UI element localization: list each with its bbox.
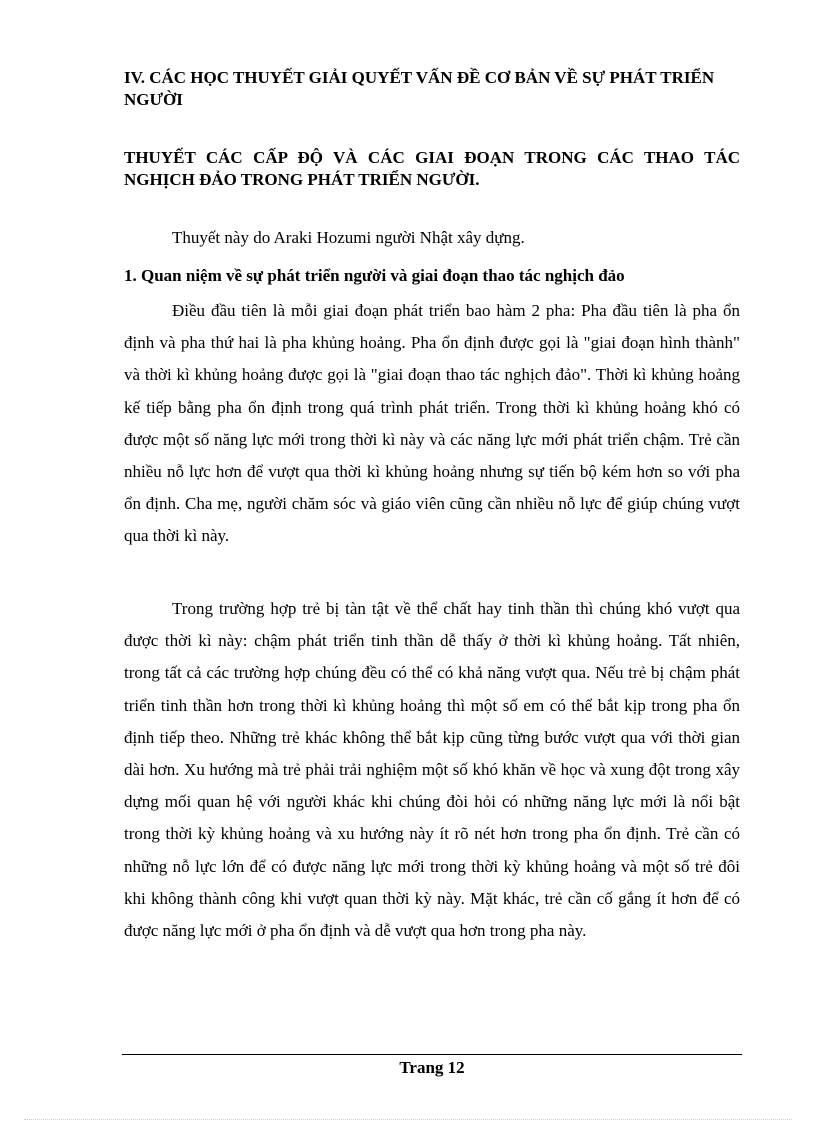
intro-paragraph: Thuyết này do Araki Hozumi người Nhật xây dựng.	[172, 228, 525, 247]
theory-heading: THUYẾT CÁC CẤP ĐỘ VÀ CÁC GIAI ĐOẠN TRONG CÁC THAO TÁC NGHỊCH ĐẢO TRONG PHÁT TRIỂN NGƯỜI.	[124, 148, 740, 189]
page-break-line	[24, 1119, 792, 1120]
body-paragraph-1: Điều đầu tiên là mỗi giai đoạn phát triển bao hàm 2 pha: Pha đầu tiên là pha ổn định và pha thứ hai là pha khủng hoảng. Pha ổn định được gọi là "giai đoạn hình thành" và thời kì khủng hoảng được gọi là "giai đoạn thao tác nghịch đảo". Thời kì khủng hoảng kế tiếp bằng pha ổn định trong quá trình phát triển. Trong thời kì khủng hoảng khó có được một số năng lực mới trong thời kì này và các năng lực mới phát triển chậm. Trẻ cần nhiều nỗ lực hơn để vượt qua thời kì khủng hoảng nhưng sự tiến bộ kém hơn so với pha ổn định. Cha mẹ, người chăm sóc và giáo viên cũng cần nhiều nỗ lực để giúp chúng vượt qua thời kì này.	[124, 301, 740, 546]
page-number: Trang 12	[399, 1058, 465, 1077]
chapter-heading: IV. CÁC HỌC THUYẾT GIẢI QUYẾT VẤN ĐỀ CƠ BẢN VỀ SỰ PHÁT TRIỂN NGƯỜI	[124, 68, 715, 109]
footer-divider	[122, 1054, 742, 1055]
body-paragraph-2: Trong trường hợp trẻ bị tàn tật về thể chất hay tinh thần thì chúng khó vượt qua được thời kì này: chậm phát triển tinh thần dễ thấy ở thời kì khủng hoảng. Tất nhiên, trong tất cả các trường hợp chúng đều có thể có khả năng vượt qua. Nếu trẻ bị chậm phát triển tinh thần hơn trong thời kì khủng hoảng thì một số em có thể bắt kịp trong pha ổn định tiếp theo. Những trẻ khác không thể bắt kịp cũng từng bước vượt qua với thời gian dài hơn. Xu hướng mà trẻ phải trải nghiệm một số khó khăn về học và xung đột trong xây dựng mối quan hệ với người khác khi chúng đòi hỏi có những năng lực mới là nổi bật trong thời kỳ khủng hoảng và xu hướng này ít rõ nét hơn trong pha ổn định. Trẻ cần có những nỗ lực lớn để có được năng lực mới trong thời kỳ khủng hoảng và một số trẻ đôi khi không thành công khi vượt quan thời kỳ này. Mặt khác, trẻ cần cố gắng ít hơn để có được năng lực mới ở pha ổn định và dễ vượt qua hơn trong pha này.	[124, 599, 740, 941]
section-1-title: 1. Quan niệm về sự phát triển người và giai đoạn thao tác nghịch đảo	[124, 266, 625, 285]
